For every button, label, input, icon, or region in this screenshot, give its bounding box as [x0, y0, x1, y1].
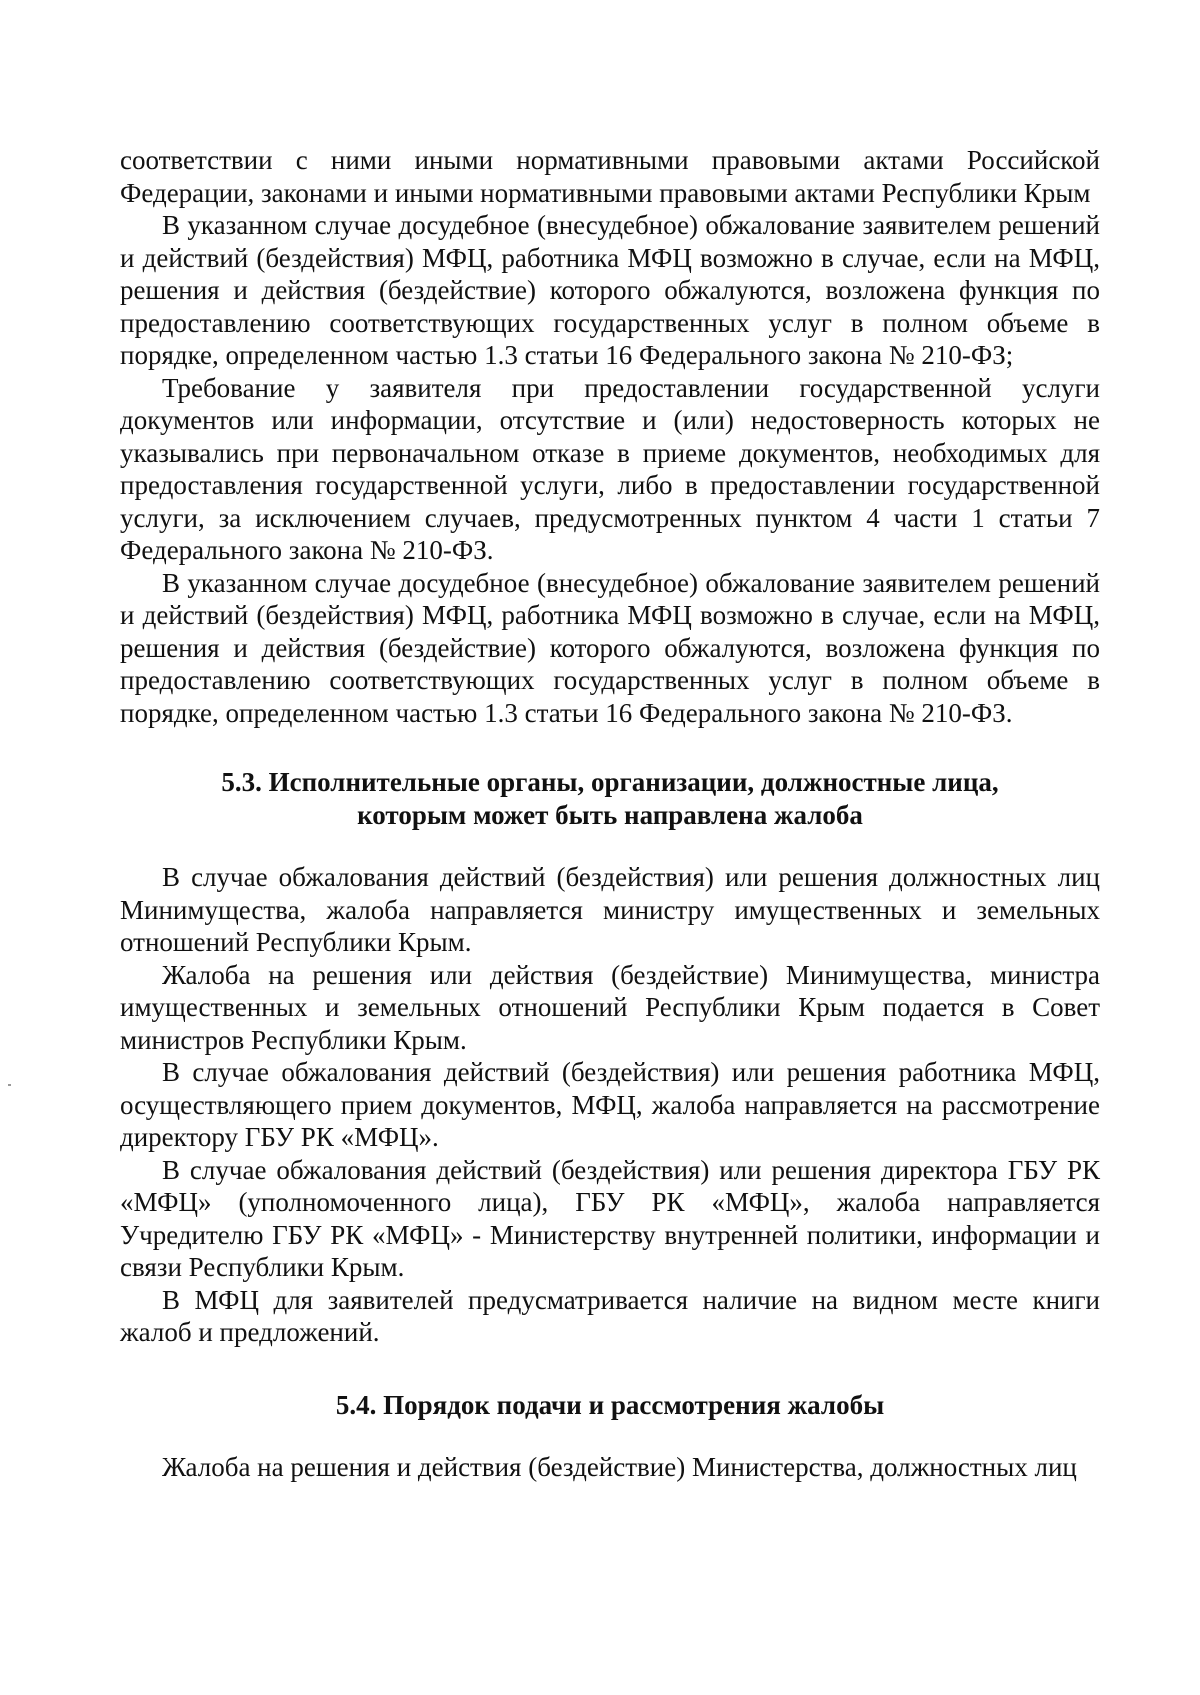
- section-heading-line: 5.3. Исполнительные органы, организации, должностные лица,: [221, 767, 999, 797]
- scan-margin-mark: [8, 1084, 11, 1086]
- paragraph: В случае обжалования действий (бездействия) или решения работника МФЦ, осуществляющего прием документов, МФЦ, жалоба направляется на рассмотрение директору ГБУ РК «МФЦ».: [120, 1057, 1100, 1152]
- paragraph: Жалоба на решения или действия (бездействие) Минимущества, министра имущественных и земельных отношений Республики Крым подается в Совет министров Республики Крым.: [120, 959, 1100, 1055]
- paragraph: В указанном случае досудебное (внесудебное) обжалование заявителем решений и действий (бездействия) МФЦ, работника МФЦ возможно в случае, если на МФЦ, решения и действия (бездействие) которого обжалуются, возложена функция по предоставлению соответствующих государственных услуг в полном объеме в порядке, определенном частью 1.3 статьи 16 Федерального закона № 210-ФЗ;: [120, 210, 1100, 370]
- section-heading-5-4: 5.4. Порядок подачи и рассмотрения жалобы: [335, 1389, 885, 1420]
- paragraph-continuation: соответствии с ними иными нормативными правовыми актами Российской Федерации, законами и иными нормативными правовыми актами Республики Крым: [120, 145, 1100, 208]
- paragraph: В МФЦ для заявителей предусматривается наличие на видном месте книги жалоб и предложений.: [120, 1284, 1100, 1347]
- paragraph: Требование у заявителя при предоставлении государственной услуги документов или информации, отсутствие и (или) недостоверность которых не указывались при первоначальном отказе в приеме документов, необходимых для предоставления государственной услуги, либо в предоставлении государственной услуги, за исключением случаев, предусмотренных пунктом 4 части 1 статьи 7 Федерального закона № 210-ФЗ.: [120, 372, 1100, 565]
- paragraph: В случае обжалования действий (бездействия) или решения директора ГБУ РК «МФЦ» (уполномоченного лица), ГБУ РК «МФЦ», жалоба направляется Учредителю ГБУ РК «МФЦ» - Министерству внутренней политики, информации и связи Республики Крым.: [120, 1154, 1100, 1282]
- section-heading-line: которым может быть направлена жалоба: [357, 799, 863, 830]
- paragraph: В случае обжалования действий (бездействия) или решения должностных лиц Минимущества, жалоба направляется министру имущественных и земельных отношений Республики Крым.: [120, 862, 1100, 957]
- document-body: [120, 144, 1100, 1484]
- section-5-4-body: [120, 1451, 1100, 1484]
- paragraph: В указанном случае досудебное (внесудебное) обжалование заявителем решений и действий (бездействия) МФЦ, работника МФЦ возможно в случае, если на МФЦ, решения и действия (бездействие) которого обжалуются, возложена функция по предоставлению соответствующих государственных услуг в полном объеме в порядке, определенном частью 1.3 статьи 16 Федерального закона № 210-ФЗ.: [120, 567, 1100, 728]
- section-heading-5-3: [120, 766, 1100, 831]
- section-5-3-body: [120, 861, 1100, 1349]
- paragraph: Жалоба на решения и действия (бездействие) Министерства, должностных лиц: [162, 1452, 1077, 1482]
